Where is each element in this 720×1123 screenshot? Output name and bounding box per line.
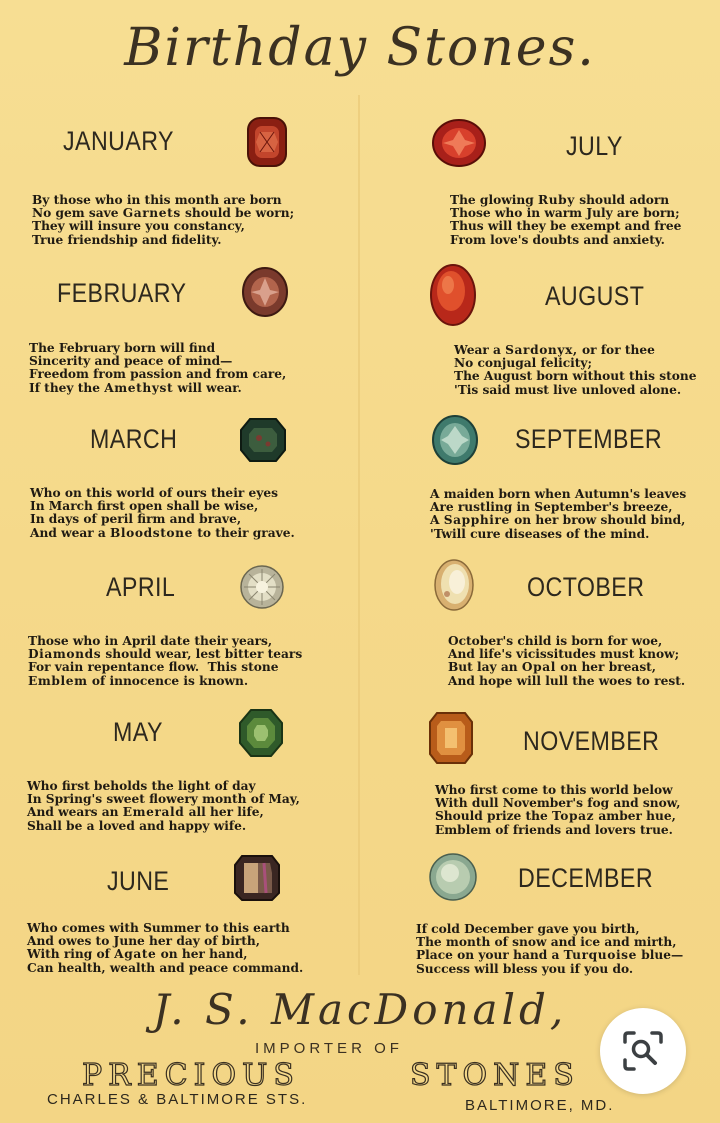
poem-line: The month of snow and ice and mirth, (416, 935, 677, 950)
poem-line: And life's vicissitudes must know; (448, 647, 680, 662)
diamond-gem-icon (238, 563, 286, 611)
poem-line: Place on your hand a Turquoise blue— (416, 948, 684, 963)
poem-line: Can health, wealth and peace command. (27, 960, 304, 975)
poem-october (448, 635, 685, 688)
poem-january (32, 194, 294, 247)
poem-line: With dull November's fog and snow, (435, 796, 681, 811)
poem-line: For vain repentance flow. This stone (28, 660, 279, 675)
poem-line: Are rustling in September's breeze, (430, 500, 673, 515)
poem-line: In days of peril firm and brave, (30, 512, 242, 527)
poem-line: And owes to June her day of birth, (27, 934, 260, 949)
poem-line: The February born will find (29, 341, 216, 355)
agate-gem-icon (232, 853, 282, 903)
poem-line: If they the Amethyst will wear. (29, 380, 242, 395)
poem-line: Emblem of friends and lovers true. (435, 822, 673, 837)
precious-label: PRECIOUS (82, 1058, 300, 1093)
poem-line: Sincerity and peace of mind— (29, 354, 233, 369)
month-september: SEPTEMBER (515, 424, 663, 454)
gem-name: Amethyst (104, 380, 174, 395)
poem-line: Wear a Sardonyx, or for thee (454, 343, 655, 357)
poem-line: And wears an Emerald all her life, (27, 805, 264, 820)
gem-name: Sardonyx, (505, 343, 578, 357)
poem-line: A Sapphire on her brow should bind, (430, 513, 686, 528)
ruby-gem-icon (431, 118, 487, 168)
month-august: AUGUST (545, 281, 645, 311)
amethyst-gem-icon (240, 266, 290, 318)
month-march: MARCH (90, 424, 178, 454)
poem-november (435, 784, 681, 837)
gem-name: Turquoise (563, 948, 637, 963)
lens-search-icon (620, 1028, 666, 1074)
poem-line: No conjugal felicity; (454, 356, 593, 371)
importer-label: IMPORTER OF (255, 1040, 403, 1057)
poem-line: From love's doubts and anxiety. (450, 232, 665, 247)
poem-line: Shall be a loved and happy wife. (27, 818, 247, 833)
poem-line: Who first beholds the light of day (27, 779, 256, 793)
poem-line: No gem save Garnets should be worn; (32, 206, 295, 221)
poem-line: 'Tis said must live unloved alone. (454, 382, 682, 397)
month-february: FEBRUARY (57, 278, 187, 308)
poem-line: Who on this world of ours their eyes (30, 486, 278, 500)
month-april: APRIL (106, 572, 176, 602)
poem-line: Those who in April date their years, (28, 634, 273, 648)
poem-line: 'Twill cure diseases of the mind. (430, 526, 650, 541)
month-july: JULY (566, 131, 623, 161)
poem-february (29, 342, 286, 395)
poem-line: Who comes with Summer to this earth (27, 921, 290, 935)
poem-line: They will insure you constancy, (32, 219, 245, 234)
poem-july (450, 194, 681, 247)
poem-line: Who first come to this world below (435, 783, 673, 797)
month-december: DECEMBER (518, 863, 654, 893)
turquoise-gem-icon (428, 852, 478, 902)
poem-line: Those who in warm July are born; (450, 206, 680, 221)
gem-name: Bloodstone (110, 525, 193, 540)
poem-line: But lay an Opal on her breast, (448, 660, 657, 675)
poem-april (28, 635, 302, 688)
poem-line: With ring of Agate on her hand, (27, 947, 248, 962)
poem-line: If cold December gave you birth, (416, 922, 640, 936)
poem-december (416, 923, 683, 976)
poem-august (454, 344, 696, 397)
poem-line: Diamonds should wear, lest bitter tears (28, 647, 303, 662)
page-title: Birthday Stones. (124, 18, 596, 78)
poem-september (430, 488, 686, 541)
month-november: NOVEMBER (523, 726, 660, 756)
poem-line: Emblem of innocence is known. (28, 673, 249, 688)
gem-name: Garnets (122, 206, 181, 221)
poem-line: By those who in this month are born (32, 193, 282, 207)
poem-line: Thus will they be exempt and free (450, 219, 682, 234)
poem-line: And hope will lull the woes to rest. (448, 673, 686, 688)
lens-search-button[interactable] (600, 1008, 686, 1094)
gem-name: Diamonds (28, 647, 102, 662)
gem-name: Ruby (537, 193, 575, 207)
month-may: MAY (113, 717, 163, 747)
poem-line: The glowing Ruby should adorn (450, 193, 670, 207)
poem-line: True friendship and fidelity. (32, 232, 222, 247)
opal-gem-icon (433, 558, 475, 612)
poem-line: And wear a Bloodstone to their grave. (30, 525, 295, 540)
emerald-gem-icon (237, 707, 285, 759)
gem-name: Emblem (28, 673, 88, 688)
poem-march (30, 487, 295, 540)
topaz-gem-icon (427, 710, 475, 766)
month-june: JUNE (107, 866, 170, 896)
garnet-gem-icon (244, 114, 290, 170)
poem-june (27, 922, 303, 975)
merchant-name: J. S. MacDonald, (152, 985, 568, 1034)
poem-may (27, 780, 300, 833)
gem-name: Sapphire (443, 513, 510, 528)
gem-name: Topaz (552, 809, 595, 824)
stones-label: STONES (410, 1058, 580, 1093)
center-divider (358, 95, 360, 975)
address-city: BALTIMORE, MD. (465, 1097, 615, 1114)
gem-name: Agate (114, 947, 157, 962)
month-october: OCTOBER (527, 572, 645, 602)
poem-line: In March first open shall be wise, (30, 499, 259, 514)
bloodstone-gem-icon (238, 416, 288, 464)
gem-name: Opal (521, 660, 556, 675)
poem-line: A maiden born when Autumn's leaves (430, 487, 687, 501)
poem-line: The August born without this stone (454, 369, 697, 384)
gem-name: Emerald (122, 805, 185, 820)
poem-line: Should prize the Topaz amber hue, (435, 809, 676, 824)
poem-line: October's child is born for woe, (448, 634, 663, 648)
sardonyx-gem-icon (429, 263, 477, 327)
month-january: JANUARY (63, 126, 174, 156)
poem-line: Success will bless you if you do. (416, 961, 634, 976)
poem-line: In Spring's sweet flowery month of May, (27, 792, 300, 807)
address-street: CHARLES & BALTIMORE STS. (47, 1091, 308, 1108)
sapphire-gem-icon (431, 414, 479, 466)
poem-line: Freedom from passion and from care, (29, 367, 287, 382)
